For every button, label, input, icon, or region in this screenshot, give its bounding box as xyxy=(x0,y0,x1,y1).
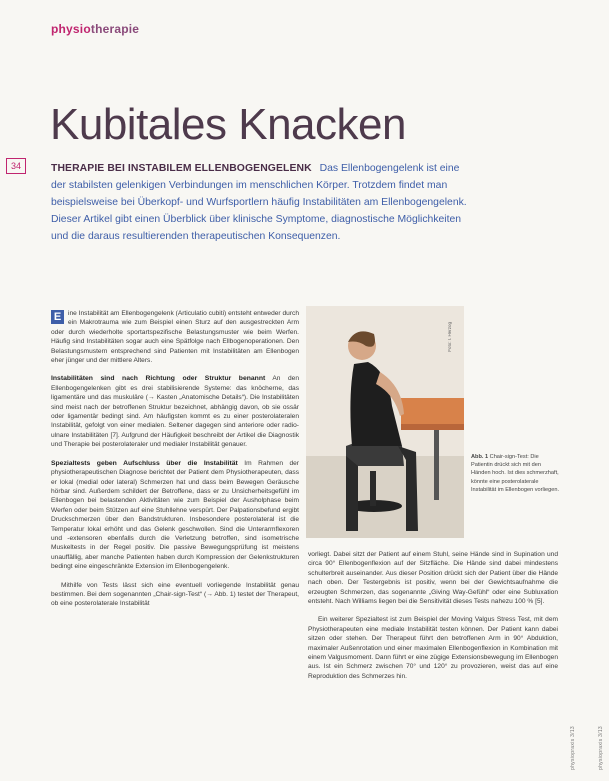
subheading-special-tests: Spezialtests geben Aufschluss über die Instabilität xyxy=(51,459,238,467)
paragraph-intro xyxy=(51,309,299,365)
lead-kicker: THERAPIE BEI INSTABILEM ELLENBOGENGELENK xyxy=(51,163,312,174)
figure-caption xyxy=(471,453,561,494)
paragraph-moving-valgus: Ein weiterer Spezialtest ist zum Beispiel der Moving Valgus Stress Test, mit dem Physiotherapeuten eine mediale Instabilität testen können. Der Patient kann dabei sitzen oder stehen. Der Therapeut führt den betroffenen Arm in 90° Abduktion, maximaler Außenrotation und einer maximalen Ellenbogenflexion in Kombination mit einem Valgusmoment. Dann führt er eine zügige Extensionsbewegung im Ellenbogen aus. Ist ein Schmerz zwischen 70° und 120° zu provozieren, weist das auf eine Reproduktion des Schmerzes hin. xyxy=(308,616,558,680)
paragraph-chair-sign: Mithilfe von Tests lässt sich eine eventuell vorliegende Instabilität genau bestimmen. Bei dem sogenannten „Chair-sign-Test“ (→ Abb. 1) testet der Therapeut, ob eine posterolaterale Instabilität xyxy=(51,581,299,608)
magazine-name-part2: therapie xyxy=(90,22,140,36)
subheading-instability-types: Instabilitäten sind nach Richtung oder Struktur benannt xyxy=(51,375,266,383)
photo-credit: Foto: I. Herzog xyxy=(447,322,452,352)
patient-photo-illustration xyxy=(306,306,464,538)
article-lead xyxy=(51,160,471,245)
page-number: 34 xyxy=(6,158,26,174)
paragraph-instability-types-text: An den Ellenbogengelenken gibt es drei stabilisierende Systeme: das knöcherne, das ligamentäre und das muskuläre (→ Kasten „Anatomische Details“). Die Instabilitäten sind meist nach der betroffenen Struktur bezeichnet, abhängig davon, ob sie ossär oder ligamentär bedingt sind. Am häufigsten kommt es zu einer posterolateralen Instabilität, gefolgt von einer medialen. Seltener dagegen sind anteriore oder radio-ulnare Instabilitäten [7]. Aufgrund der Häufigkeit beschreibt der Artikel die Diagnostik und Therapie bei posterolateraler und medialer Instabilität genauer. xyxy=(51,375,299,449)
left-column xyxy=(51,309,299,779)
lead-text: Das Ellenbogengelenk ist eine der stabilsten gelenkigen Verbindungen im menschlichen Körper. Trotzdem findet man beispielsweise bei Überkopf- und Wurfsportlern häufig Instabilitäten am Ellenbogengelenk. Dieser Artikel gibt einen Überblick über klinische Symptome, diagnostische Möglichkeiten und die daraus resultierenden therapeutischen Konsequenzen. xyxy=(51,163,467,242)
right-column xyxy=(308,550,558,778)
side-folio-left: physiopraxis 3/13 xyxy=(570,725,576,770)
caption-label: Abb. 1 xyxy=(471,454,489,460)
magazine-name-part1: physio xyxy=(51,22,91,36)
paragraph-intro-text: ine Instabilität am Ellenbogengelenk (Articulatio cubiti) entsteht entweder durch ein Makrotrauma wie zum Beispiel einen Sturz auf den ausgestreckten Arm oder durch wiederholte sportartspezifische Belastungsmuster wie beim Werfen. Häufig sind Instabilitäten sogar auch eine Spätfolge nach Ellbogenoperationen. Den Belastungsmustern entsprechend sind Patienten mit Instabilitäten am Ellenbogen eher jünger und der mittlere Alters. xyxy=(51,310,299,365)
paragraph-special-tests-text: Im Rahmen der physiotherapeutischen Diagnose berichtet der Patient dem Physiotherapeuten, dass er lokal (medial oder lateral) Schmerzen hat und dass beim Bewegen Geräusche hörbar sind. Außerdem schildert der Betroffene, dass er zu Unsicherheitsgefühl im Ellenbogen bei belastenden Aktivitäten wie zum Beispiel der Ausholphase beim Werfen oder beim Stützen auf eine Stuhllehne verspürt. Der Palpationsbefund ergibt Druckschmerzen über den Bandstrukturen. Insbesondere posterolateral ist die Temperatur lokal erhöht und das Gelenk geschwollen. Sind die Unterarmflexoren und -extensoren ebenfalls durch die Verletzung betroffen, sind isometrische Muskeltests in der Regel positiv. Die passive Bewegungsprüfung ist meistens unauffällig, aber manche Patienten haben durch Kompression der Gelenkstrukturen bedingt eine eingeschränkte Extension im Ellenbogengelenk. xyxy=(51,459,299,571)
paragraph-chair-sign-continued: vorliegt. Dabei sitzt der Patient auf einem Stuhl, seine Hände sind in Supination und circa 90° Ellenbogenflexion auf der Sitzfläche. Die Hände sind dabei mindestens schulterbreit auseinander. Aus dieser Position drückt sich der Patient über die Hände nach oben. Der Testergebnis ist positiv, wenn bei der Gewichtsaufnahme die erzeugten Schmerzen, das sogenannte „Giving Way-Gefühl“ oder eine Subluxation entsteht. Nach Williams liegen bei die Sensitivität dieses Tests nahezu 100 % [5]. xyxy=(308,551,558,606)
drop-cap: E xyxy=(51,310,64,324)
side-folio-right: physiopraxis 3/13 xyxy=(598,725,604,770)
article-title: Kubitales Knacken xyxy=(50,100,406,149)
photo-chair-sign-test xyxy=(306,306,464,538)
caption-text: Chair-sign-Test: Die Patientin drückt sich mit den Händen hoch. Ist dies schmerzhaft, könnte eine posterolaterale Instabilität im Ellenbogen vorliegen. xyxy=(471,454,559,493)
magazine-name xyxy=(51,22,139,36)
